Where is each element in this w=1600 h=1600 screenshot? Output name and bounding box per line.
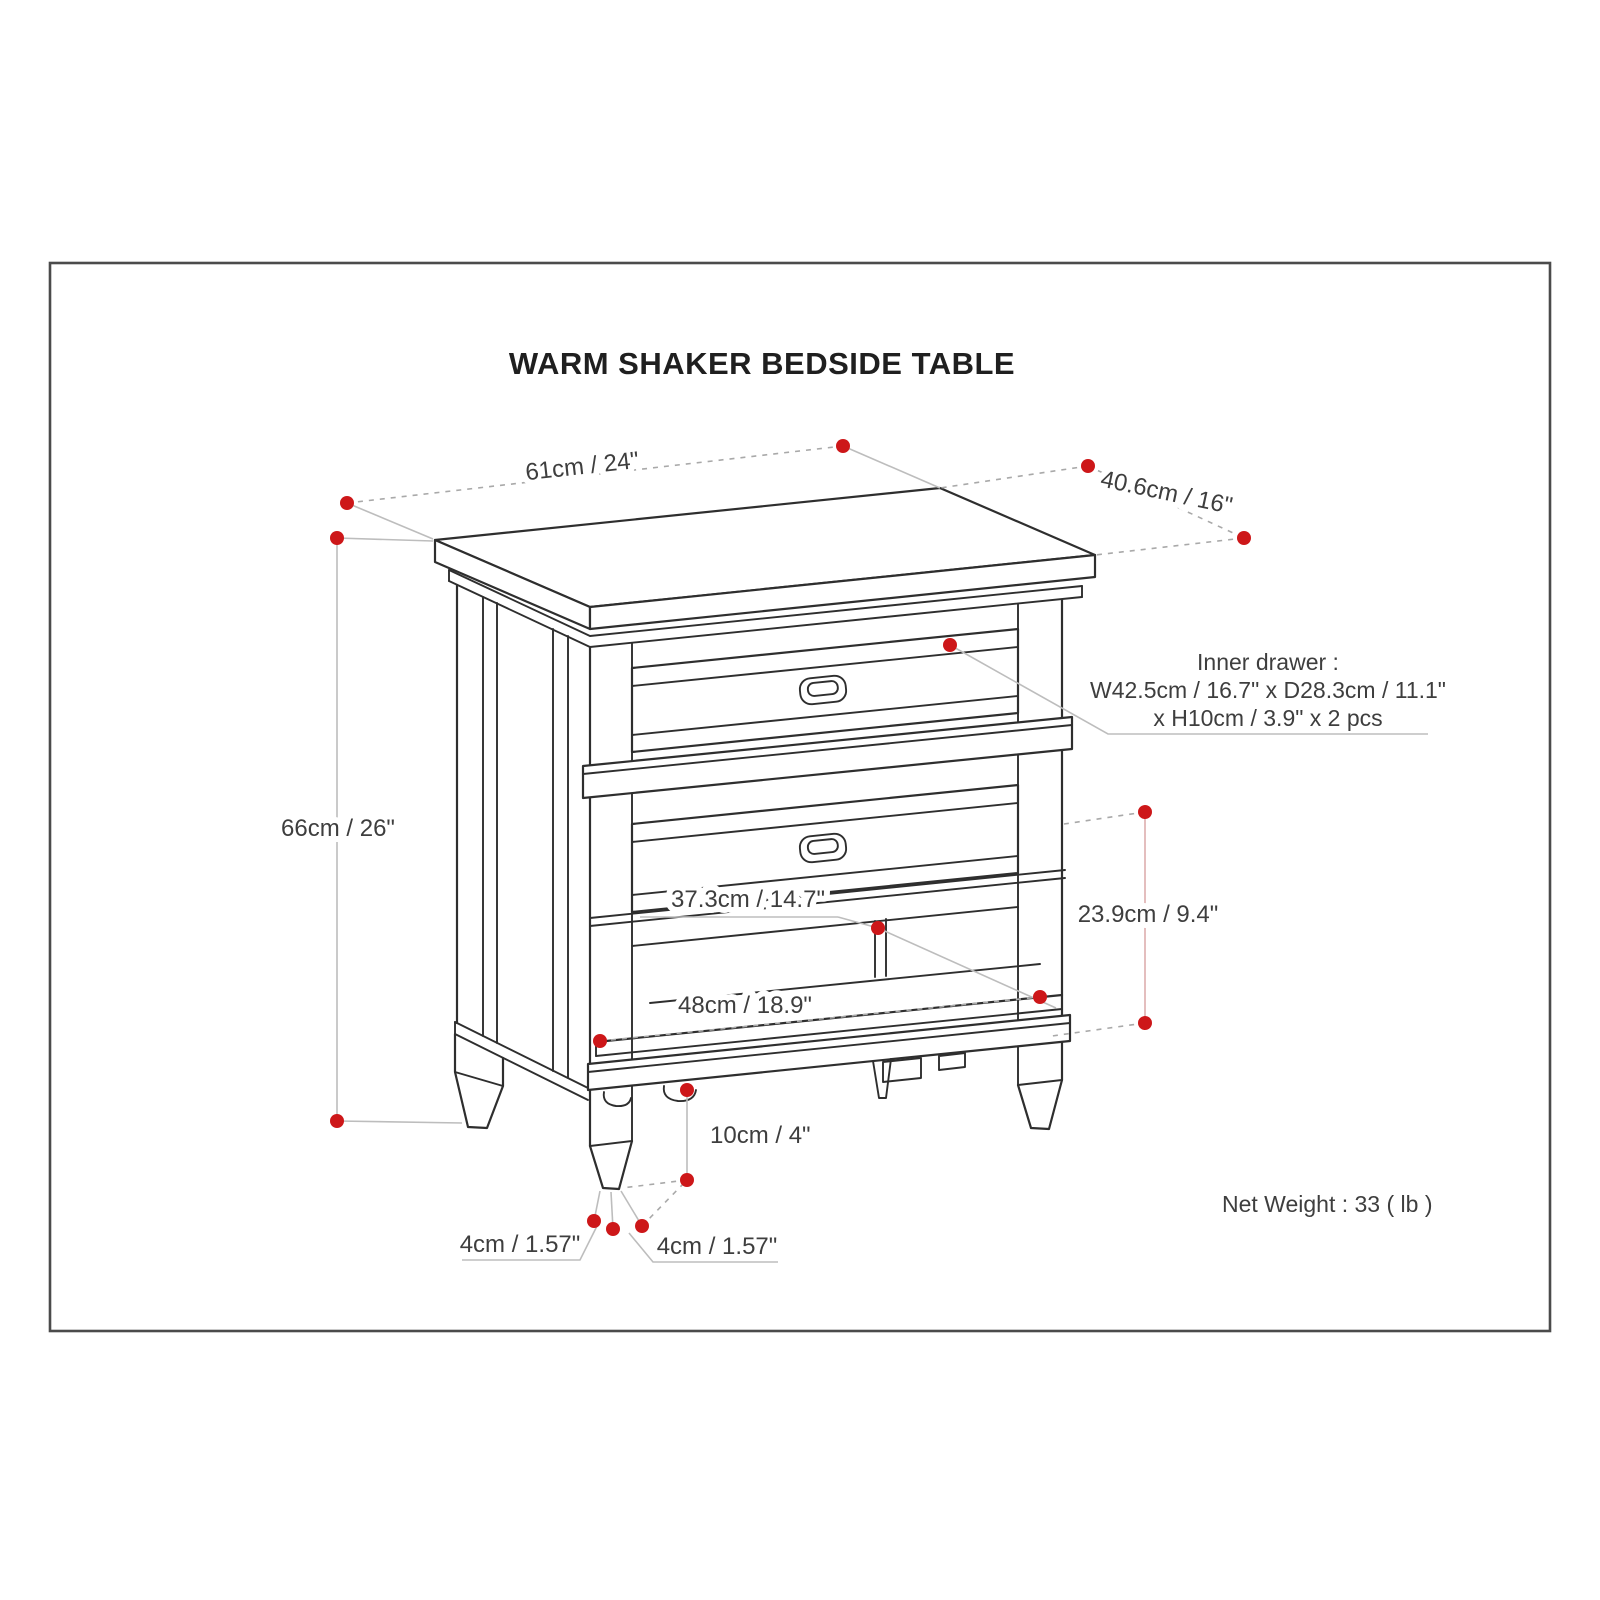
marker-dot bbox=[1138, 1016, 1152, 1030]
dimension-shelf-floor-clearance bbox=[622, 1090, 811, 1188]
dimension-label-shelf-depth: 37.3cm / 14.7" bbox=[671, 886, 825, 913]
inner-drawer-note-line3: x H10cm / 3.9" x 2 pcs bbox=[1153, 705, 1383, 731]
dimension-label-shelf-opening-height: 23.9cm / 9.4" bbox=[1077, 901, 1219, 928]
marker-dot bbox=[1237, 531, 1251, 545]
marker-dot bbox=[340, 496, 354, 510]
page-title: WARM SHAKER BEDSIDE TABLE bbox=[508, 346, 1016, 381]
open-compartment bbox=[632, 907, 1040, 1003]
tabletop bbox=[435, 488, 1095, 647]
drawer-handle-icon bbox=[799, 833, 847, 864]
dimension-label-foot-taper-left: 4cm / 1.57" bbox=[459, 1231, 581, 1258]
dimension-label-shelf-floor-clearance: 10cm / 4" bbox=[710, 1122, 811, 1149]
marker-dot bbox=[680, 1083, 694, 1097]
marker-dot bbox=[1033, 990, 1047, 1004]
dimension-shelf-opening-height bbox=[1052, 812, 1218, 1036]
inner-drawer-note-line2: W42.5cm / 16.7" x D28.3cm / 11.1" bbox=[1090, 677, 1446, 703]
marker-dot bbox=[606, 1222, 620, 1236]
marker-dot bbox=[871, 921, 885, 935]
net-weight-label: Net Weight : 33 ( lb ) bbox=[1222, 1191, 1433, 1217]
marker-dot bbox=[330, 531, 344, 545]
dimension-label-height: 66cm / 26" bbox=[281, 815, 395, 842]
dimension-height bbox=[281, 538, 462, 1123]
diagram-border bbox=[50, 263, 1550, 1331]
marker-dot bbox=[593, 1034, 607, 1048]
marker-dot bbox=[943, 638, 957, 652]
inner-drawer-note-line1: Inner drawer : bbox=[1197, 649, 1339, 675]
dimension-label-foot-taper-right: 4cm / 1.57" bbox=[656, 1233, 778, 1260]
marker-dot bbox=[1138, 805, 1152, 819]
dimension-label-top-depth: 40.6cm / 16" bbox=[1098, 465, 1235, 520]
dimension-label-shelf-width: 48cm / 18.9" bbox=[678, 992, 812, 1019]
inner-drawer-note bbox=[950, 645, 1446, 734]
dimension-label-top-width: 61cm / 24" bbox=[524, 446, 641, 487]
marker-dot bbox=[836, 439, 850, 453]
dimension-shelf-depth bbox=[640, 886, 1056, 1008]
marker-dot bbox=[1081, 459, 1095, 473]
drawer-handle-icon bbox=[799, 675, 847, 706]
marker-dot bbox=[680, 1173, 694, 1187]
left-side-panel bbox=[455, 585, 588, 1100]
marker-dot bbox=[330, 1114, 344, 1128]
marker-dot bbox=[635, 1219, 649, 1233]
marker-dot bbox=[587, 1214, 601, 1228]
bottom-shelf bbox=[588, 995, 1070, 1106]
table-drawing bbox=[435, 488, 1095, 1189]
